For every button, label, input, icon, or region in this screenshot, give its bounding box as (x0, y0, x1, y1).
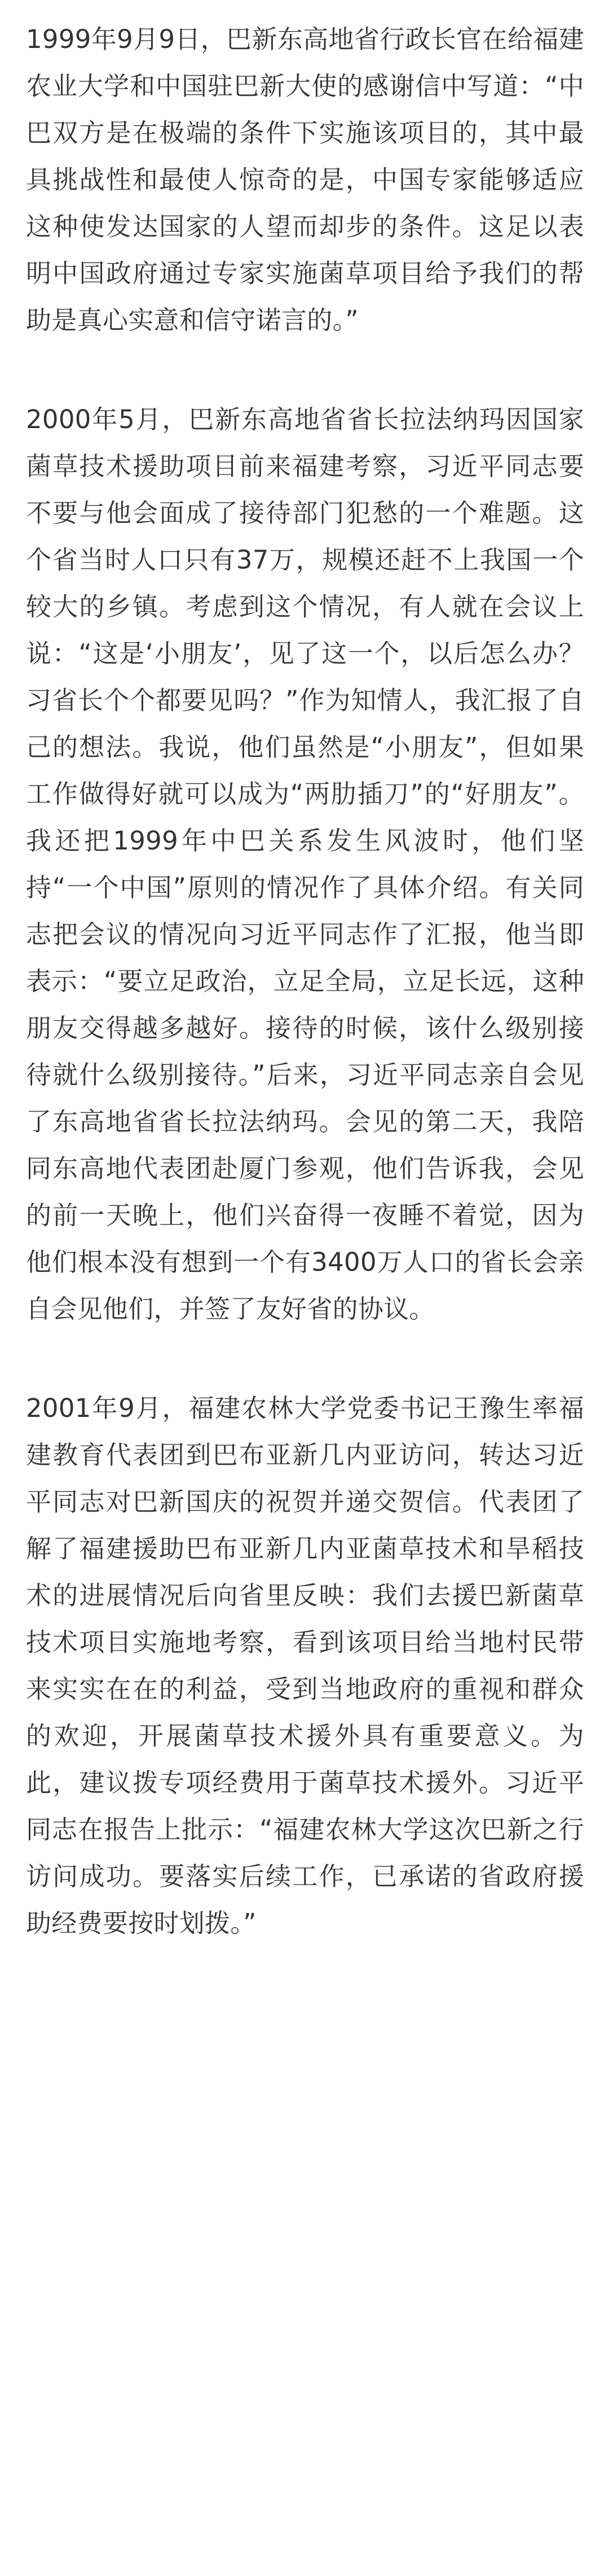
article-body (26, 16, 584, 1947)
paragraph-1999-thank-you-letter: 1999年9月9日，巴新东高地省行政长官在给福建农业大学和中国驻巴新大使的感谢信中写道：“中巴双方是在极端的条件下实施该项目的，其中最具挑战性和最使人惊奇的是，中国专家能够适应这种使发达国家的人望而却步的条件。这足以表明中国政府通过专家实施菌草项目给予我们的帮助是真心实意和信守诺言的。” (26, 24, 584, 335)
paragraph-2001-education-delegation: 2001年9月，福建农林大学党委书记王豫生率福建教育代表团到巴布亚新几内亚访问，转达习近平同志对巴新国庆的祝贺并递交贺信。代表团了解了福建援助巴布亚新几内亚菌草技术和旱稻技术的进展情况后向省里反映：我们去援巴新菌草技术项目实施地考察，看到该项目给当地村民带来实实在在的利益，受到当地政府的重视和群众的欢迎，开展菌草技术援外具有重要意义。为此，建议拨专项经费用于菌草技术援外。习近平同志在报告上批示：“福建农林大学这次巴新之行访问成功。要落实后续工作，已承诺的省政府援助经费要按时划拨。” (26, 1393, 584, 1938)
paragraph-2000-governor-visit: 2000年5月，巴新东高地省省长拉法纳玛因国家菌草技术援助项目前来福建考察，习近平同志要不要与他会面成了接待部门犯愁的一个难题。这个省当时人口只有37万，规模还赶不上我国一个较大的乡镇。考虑到这个情况，有人就在会议上说：“这是‘小朋友’，见了这一个，以后怎么办？习省长个个都要见吗？”作为知情人，我汇报了自己的想法。我说，他们虽然是“小朋友”，但如果工作做得好就可以成为“两肋插刀”的“好朋友”。我还把1999年中巴关系发生风波时，他们坚持“一个中国”原则的情况作了具体介绍。有关同志把会议的情况向习近平同志作了汇报，他当即表示：“要立足政治，立足全局，立足长远，这种朋友交得越多越好。接待的时候，该什么级别接待就什么级别接待。”后来，习近平同志亲自会见了东高地省省长拉法纳玛。会见的第二天，我陪同东高地代表团赴厦门参观，他们告诉我，会见的前一天晚上，他们兴奋得一夜睡不着觉，因为他们根本没有想到一个有3400万人口的省长会亲自会见他们，并签了友好省的协议。 (26, 404, 584, 1324)
